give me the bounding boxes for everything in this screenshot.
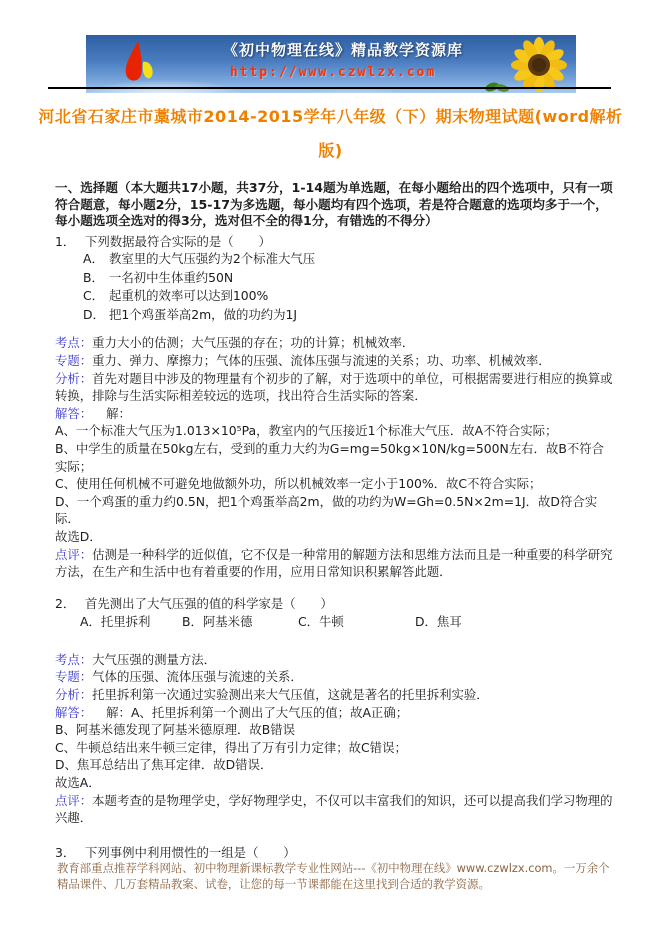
option-letter: A． [83,251,104,267]
option-text: C．牛顿 [298,613,344,629]
question-stem: 下列数据最符合实际的是（ ） [85,233,271,249]
page-title-line1: 河北省石家庄市藁城市2014-2015学年八年级（下）期末物理试题(word解析 [38,107,623,126]
option-letter: B． [83,269,104,285]
kaodian-text: 重力大小的估测；大气压强的存在；功的计算；机械效率． [92,335,415,351]
dianping-text: 本题考查的是物理学史，学好物理学史，不仅可以丰富我们的知识，还可以提高我们学习物理的兴趣． [55,792,613,826]
dianping-line [55,792,613,827]
zhuanti-line [55,668,613,686]
zhuanti-text: 重力、弹力、摩擦力；气体的压强、流体压强与流速的关系；功、功率、机械效率． [92,352,551,368]
kaodian-text: 大气压强的测量方法． [92,651,217,667]
site-banner [86,35,576,93]
question-2 [55,595,613,631]
question-3-stem-row [55,844,613,862]
question-2-analysis [55,651,613,827]
question-3 [55,844,613,862]
jieda-answer: 故选D． [55,528,102,544]
page-title-line2: 版) [318,141,343,160]
dianping-line [55,546,613,581]
option-text: B．阿基米德 [182,613,253,629]
option-text: 把1个鸡蛋举高2m，做的功约为1J [109,306,298,322]
jieda-label: 解答： [55,405,93,421]
question-1-analysis [55,334,613,580]
jieda-step: B、阿基米德发现了阿基米德原理．故B错误 [55,722,296,738]
jieda-step: D、焦耳总结出了焦耳定律．故D错误． [55,757,273,773]
kaodian-label: 考点： [55,335,93,351]
section-intro: 一、选择题（本大题共17小题，共37分，1-14题为单选题，在每小题给出的四个选项中，只有一项符合题意，每小题2分，15-17为多选题，每小题均有四个选项，若是符合题意的选项均多于一个，每小题选项全选对的得3分，选对但不全的得1分，有错选的不得分） [55,180,613,229]
jieda-intro: 解：A、托里拆利第一个测出了大气压的值；故A正确； [106,704,409,720]
dianping-label: 点评： [55,546,93,562]
jieda-intro: 解： [106,405,131,421]
dianping-label: 点评： [55,792,93,808]
question-stem: 下列事例中利用惯性的一组是（ ） [85,844,296,860]
fenxi-line [55,686,613,704]
jieda-step: C、使用任何机械不可避免地做额外功，所以机械效率一定小于100%．故C不符合实际； [55,476,542,492]
option-row [55,250,613,269]
option-text: D．焦耳 [415,613,462,629]
option-text: A．托里拆利 [80,613,151,629]
zhuanti-label: 专题： [55,669,93,685]
jieda-label: 解答： [55,704,93,720]
question-2-stem-row [55,595,613,613]
jieda-step: B、中学生的质量在50kg左右，受到的重力大约为G=mg=50kg×10N/kg=500N左右．故B不符合实际； [55,440,605,474]
option-row [55,269,613,288]
page-footer: 教育部重点推荐学科网站、初中物理新课标教学专业性网站---《初中物理在线》www.czwlzx.com。一万余个精品课件、几万套精品教案、试卷，让您的每一节课都能在这里找到合适的教学资源。 [57,861,610,891]
zhuanti-line [55,352,613,370]
kaodian-label: 考点： [55,651,93,667]
jieda-step: D、一个鸡蛋的重力约0.5N，把1个鸡蛋举高2m，做的功约为W=Gh=0.5N×2m=1J．故D符合实际． [55,493,598,527]
fenxi-text: 首先对题目中涉及的物理量有个初步的了解，对于选项中的单位，可根据需要进行相应的换算或转换，排除与生活实际相差较远的选项，找出符合生活实际的答案． [55,370,613,404]
option-letter: D． [83,306,105,322]
jieda-line [55,405,613,423]
jieda-step: A、一个标准大气压为1.013×10⁵Pa，教室内的气压接近1个标准大气压．故A不符合实际； [55,423,558,439]
header-divider [48,87,611,89]
dianping-text: 估测是一种科学的近似值，它不仅是一种常用的解题方法和思维方法而且是一种重要的科学研究方法，在生产和生活中也有着重要的作用，应用日常知识积累解答此题． [55,546,613,580]
jieda-answer: 故选A． [55,774,101,790]
option-letter: C． [83,288,105,304]
fenxi-label: 分析： [55,370,93,386]
option-row [55,306,613,325]
fenxi-line [55,370,613,405]
question-number: 1． [55,233,76,249]
option-text: 一名初中生体重约50N [109,269,234,285]
page-title [0,100,661,168]
question-1-options [55,250,613,324]
kaodian-line [55,651,613,669]
option-text: 教室里的大气压强约为2个标准大气压 [109,251,316,267]
zhuanti-label: 专题： [55,352,93,368]
fenxi-label: 分析： [55,686,93,702]
site-logo-icon [116,40,158,93]
option-row [55,287,613,306]
banner-site-title: 《初中物理在线》精品教学资源库 [222,41,463,59]
zhuanti-text: 气体的压强、流体压强与流速的关系． [92,669,303,685]
question-number: 2． [55,595,76,611]
kaodian-line [55,334,613,352]
jieda-step: C、牛顿总结出来牛顿三定律，得出了万有引力定律；故C错误； [55,739,407,755]
question-2-options [55,613,613,631]
option-text: 起重机的效率可以达到100% [109,288,269,304]
question-1 [55,233,613,251]
fenxi-text: 托里拆利第一次通过实验测出来大气压值，这就是著名的托里拆利实验． [92,686,489,702]
question-stem: 首先测出了大气压强的值的科学家是（ ） [85,595,333,611]
jieda-line [55,704,613,722]
banner-site-url[interactable]: http://www.czwlzx.com [229,65,437,80]
question-number: 3． [55,844,76,860]
